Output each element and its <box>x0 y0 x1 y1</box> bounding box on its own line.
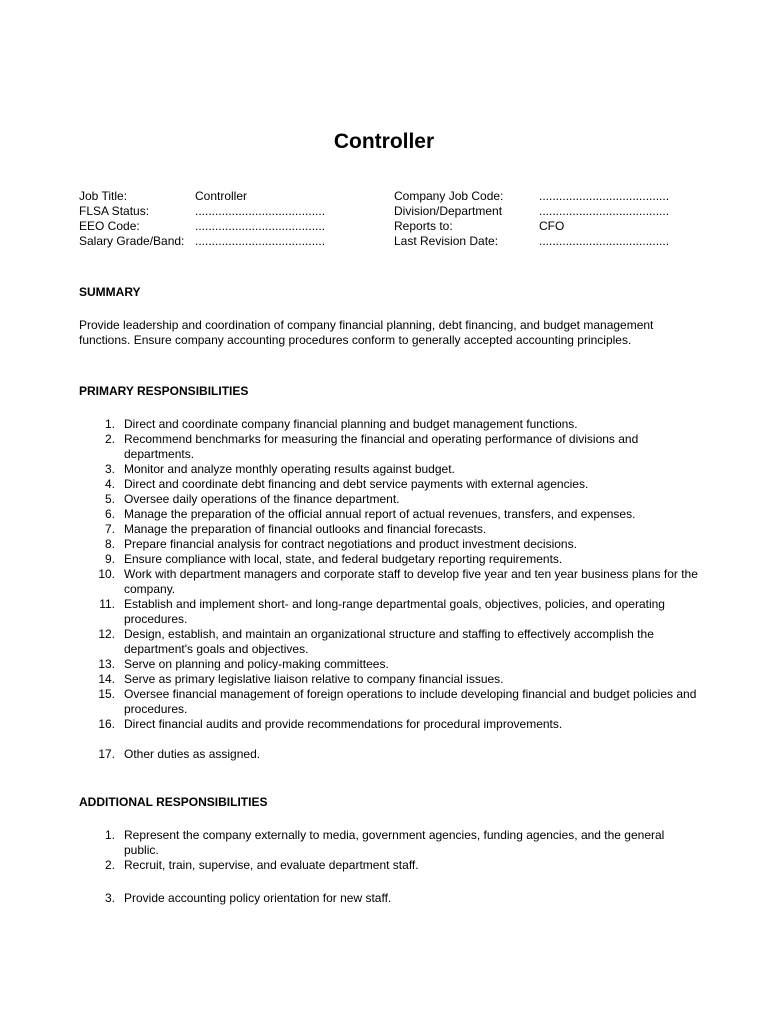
list-item-number: 10. <box>98 567 115 581</box>
list-item <box>79 747 699 762</box>
list-item-text: Design, establish, and maintain an organizational structure and staffing to effectively accomplish the department's goals and objectives. <box>124 627 654 656</box>
list-item-number: 6. <box>104 507 115 521</box>
list-item-number: 11. <box>99 597 115 611</box>
salary-grade-value: ....................................... <box>195 234 326 248</box>
additional-responsibilities-extra <box>79 891 699 906</box>
list-item-text: Manage the preparation of financial outlooks and financial forecasts. <box>124 522 487 536</box>
division-department-label: Division/Department <box>394 204 503 218</box>
list-item <box>79 507 699 522</box>
division-department-value: ....................................... <box>539 204 670 218</box>
list-item-number: 17. <box>98 747 115 761</box>
list-item <box>79 687 699 717</box>
list-item-number: 3. <box>104 891 115 905</box>
company-job-code-value: ....................................... <box>539 189 670 203</box>
list-item-number: 4. <box>104 477 115 491</box>
list-item-text: Oversee daily operations of the finance department. <box>124 492 400 506</box>
summary-text: Provide leadership and coordination of company financial planning, debt financing, and budget management functions. Ensure company accounting procedures conform to generally accepted accounting principles. <box>79 318 654 347</box>
list-item <box>79 657 699 672</box>
list-item <box>79 717 699 732</box>
list-item-text: Work with department managers and corporate staff to develop five year and ten year business plans for the company. <box>124 567 698 596</box>
list-item-text: Serve on planning and policy-making committees. <box>124 657 389 671</box>
flsa-status-label: FLSA Status: <box>79 204 150 218</box>
primary-responsibilities-extra <box>79 747 699 762</box>
list-item-number: 12. <box>98 627 115 641</box>
list-item-number: 1. <box>104 417 115 431</box>
list-item-text: Represent the company externally to media, government agencies, funding agencies, and the general public. <box>124 828 665 857</box>
list-item-number: 5. <box>104 492 115 506</box>
list-item <box>79 891 699 906</box>
list-item-text: Direct and coordinate debt financing and debt service payments with external agencies. <box>124 477 589 491</box>
list-item <box>79 477 699 492</box>
salary-grade-label: Salary Grade/Band: <box>79 234 185 248</box>
list-item-number: 8. <box>104 537 115 551</box>
list-item-text: Manage the preparation of the official annual report of actual revenues, transfers, and expenses. <box>124 507 636 521</box>
document-title: Controller <box>333 130 435 153</box>
reports-to-value: CFO <box>539 219 565 233</box>
eeo-code-label: EEO Code: <box>79 219 140 233</box>
list-item-text: Recommend benchmarks for measuring the financial and operating performance of divisions and departments. <box>124 432 639 461</box>
list-item-text: Oversee financial management of foreign operations to include developing financial and budget policies and procedures. <box>124 687 697 716</box>
list-item <box>79 597 699 627</box>
company-job-code-label: Company Job Code: <box>394 189 504 203</box>
reports-to-label: Reports to: <box>394 219 453 233</box>
list-item-text: Recruit, train, supervise, and evaluate department staff. <box>124 858 419 872</box>
list-item-number: 14. <box>98 672 115 686</box>
list-item-text: Other duties as assigned. <box>124 747 261 761</box>
list-item-number: 15. <box>98 687 115 701</box>
list-item <box>79 432 699 462</box>
list-item <box>79 672 699 687</box>
list-item-number: 9. <box>104 552 115 566</box>
list-item-number: 3. <box>104 462 115 476</box>
list-item-number: 2. <box>104 432 115 446</box>
list-item-text: Prepare financial analysis for contract negotiations and product investment decisions. <box>124 537 577 551</box>
list-item-text: Monitor and analyze monthly operating results against budget. <box>124 462 455 476</box>
job-title-label: Job Title: <box>79 189 128 203</box>
list-item-number: 2. <box>104 858 115 872</box>
list-item <box>79 858 699 873</box>
primary-responsibilities-heading: PRIMARY RESPONSIBILITIES <box>79 384 249 398</box>
job-title-value: Controller <box>195 189 248 203</box>
list-item <box>79 567 699 597</box>
list-item <box>79 417 699 432</box>
last-revision-date-value: ....................................... <box>539 234 670 248</box>
additional-responsibilities-heading: ADDITIONAL RESPONSIBILITIES <box>79 795 268 809</box>
list-item-text: Serve as primary legislative liaison relative to company financial issues. <box>124 672 504 686</box>
summary-heading: SUMMARY <box>79 285 141 299</box>
primary-responsibilities-list <box>79 417 699 732</box>
list-item <box>79 828 699 858</box>
list-item <box>79 537 699 552</box>
flsa-status-value: ....................................... <box>195 204 326 218</box>
list-item-number: 1. <box>104 828 115 842</box>
list-item-text: Direct financial audits and provide recommendations for procedural improvements. <box>124 717 563 731</box>
eeo-code-value: ....................................... <box>195 219 326 233</box>
list-item <box>79 627 699 657</box>
list-item-text: Provide accounting policy orientation for new staff. <box>124 891 392 905</box>
list-item <box>79 552 699 567</box>
list-item-text: Direct and coordinate company financial planning and budget management functions. <box>124 417 578 431</box>
last-revision-date-label: Last Revision Date: <box>394 234 499 248</box>
additional-responsibilities-list <box>79 828 699 873</box>
list-item <box>79 492 699 507</box>
list-item-number: 7. <box>104 522 115 536</box>
job-info-block <box>0 189 768 251</box>
list-item <box>79 462 699 477</box>
list-item-text: Ensure compliance with local, state, and federal budgetary reporting requirements. <box>124 552 563 566</box>
list-item-number: 16. <box>98 717 115 731</box>
list-item-text: Establish and implement short- and long-range departmental goals, objectives, policies, and operating procedures. <box>124 597 665 626</box>
list-item-number: 13. <box>98 657 115 671</box>
list-item <box>79 522 699 537</box>
